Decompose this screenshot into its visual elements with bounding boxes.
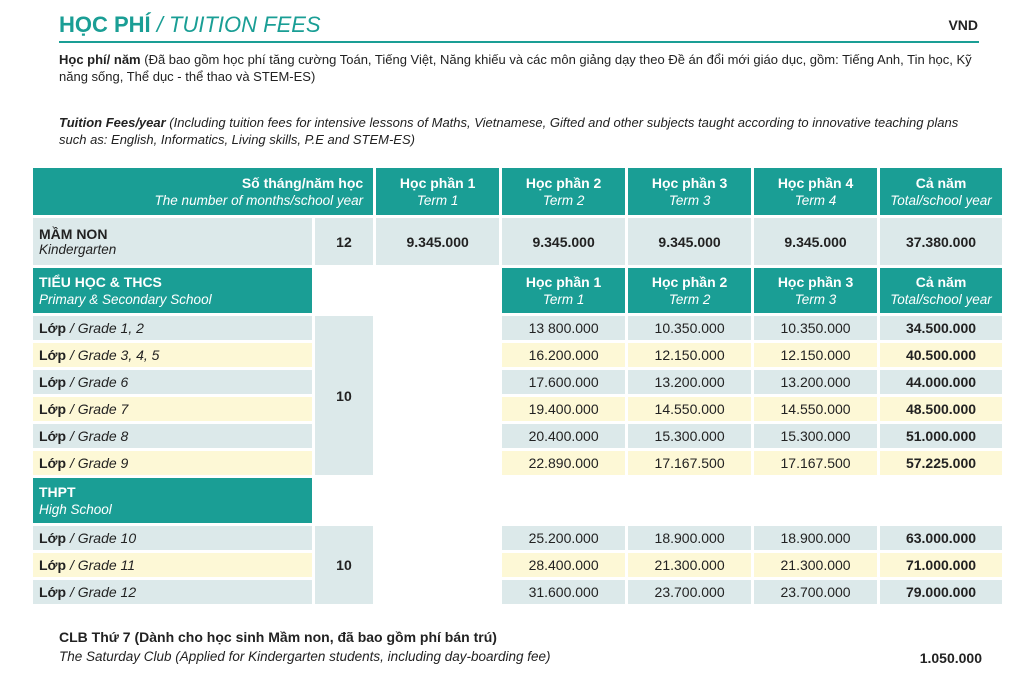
primary-header-row: [33, 268, 1002, 313]
term-value: 28.400.000: [502, 553, 625, 577]
high-school-header-row: [33, 478, 1002, 523]
kindergarten-term-2: 9.345.000: [502, 218, 625, 265]
term-value: 13 800.000: [502, 316, 625, 340]
term-value: 21.300.000: [628, 553, 751, 577]
term-value: 22.890.000: [502, 451, 625, 475]
term-value: 21.300.000: [754, 553, 877, 577]
table-row: [33, 343, 1002, 367]
total-value: 57.225.000: [880, 451, 1002, 475]
term-value: 15.300.000: [628, 424, 751, 448]
total-value: 40.500.000: [880, 343, 1002, 367]
total-value: 71.000.000: [880, 553, 1002, 577]
term-value: 13.200.000: [754, 370, 877, 394]
term-value: 17.167.500: [754, 451, 877, 475]
term-value: 14.550.000: [628, 397, 751, 421]
kindergarten-term-4: 9.345.000: [754, 218, 877, 265]
grade-label: Lớp / Grade 6: [33, 370, 312, 394]
grade-label: Lớp / Grade 10: [33, 526, 312, 550]
term-2-header: Học phần 2 Term 2: [502, 168, 625, 215]
term-value: 18.900.000: [628, 526, 751, 550]
header-row: [33, 168, 1002, 215]
total-value: 48.500.000: [880, 397, 1002, 421]
total-value: 79.000.000: [880, 580, 1002, 604]
term-value: 23.700.000: [754, 580, 877, 604]
months-header: Số tháng/năm học The number of months/school year: [33, 168, 373, 215]
term-value: 23.700.000: [628, 580, 751, 604]
kindergarten-term-3: 9.345.000: [628, 218, 751, 265]
grade-label: Lớp / Grade 8: [33, 424, 312, 448]
tuition-table-body: [33, 168, 1002, 604]
term-value: 20.400.000: [502, 424, 625, 448]
term-value: 10.350.000: [754, 316, 877, 340]
total-value: 51.000.000: [880, 424, 1002, 448]
term-4-header: Học phần 4 Term 4: [754, 168, 877, 215]
grade-label: Lớp / Grade 3, 4, 5: [33, 343, 312, 367]
primary-total-header: Cả năm Total/school year: [880, 268, 1002, 313]
primary-section-label: TIỂU HỌC & THCS Primary & Secondary School: [33, 268, 312, 313]
term-value: 18.900.000: [754, 526, 877, 550]
table-row: [33, 424, 1002, 448]
table-row: [33, 526, 1002, 550]
table-row: [33, 553, 1002, 577]
term-value: 15.300.000: [754, 424, 877, 448]
kindergarten-term-1: 9.345.000: [376, 218, 499, 265]
primary-months: 10: [315, 316, 373, 475]
grade-label: Lớp / Grade 1, 2: [33, 316, 312, 340]
table-row: [33, 370, 1002, 394]
term-value: 14.550.000: [754, 397, 877, 421]
table-row: [33, 580, 1002, 604]
kindergarten-months: 12: [315, 218, 373, 265]
total-value: 44.000.000: [880, 370, 1002, 394]
term-value: 19.400.000: [502, 397, 625, 421]
primary-term-3-header: Học phần 3 Term 3: [754, 268, 877, 313]
total-value: 63.000.000: [880, 526, 1002, 550]
total-header: Cả năm Total/school year: [880, 168, 1002, 215]
grade-label: Lớp / Grade 12: [33, 580, 312, 604]
high-months: 10: [315, 526, 373, 604]
term-value: 25.200.000: [502, 526, 625, 550]
kindergarten-row: [33, 218, 1002, 265]
term-3-header: Học phần 3 Term 3: [628, 168, 751, 215]
term-value: 17.600.000: [502, 370, 625, 394]
grade-label: Lớp / Grade 11: [33, 553, 312, 577]
grade-label: Lớp / Grade 9: [33, 451, 312, 475]
saturday-club-description: The Saturday Club (Applied for Kindergarten students, including day-boarding fee): [59, 649, 551, 664]
primary-term-2-header: Học phần 2 Term 2: [628, 268, 751, 313]
tuition-table: [30, 165, 1005, 607]
grade-label: Lớp / Grade 7: [33, 397, 312, 421]
table-row: [33, 451, 1002, 475]
term-value: 13.200.000: [628, 370, 751, 394]
page-title: HỌC PHÍ / TUITION FEES: [59, 12, 321, 37]
term-value: 12.150.000: [628, 343, 751, 367]
intro-vietnamese: Học phí/ năm (Đã bao gồm học phí tăng cường Toán, Tiếng Việt, Năng khiếu và các môn giảng dạy theo Đề án đổi mới giáo dục, gồm: Tiếng Anh, Tin học, Kỹ năng sống, Thể dục - thể thao và STEM-ES): [59, 52, 972, 84]
term-value: 12.150.000: [754, 343, 877, 367]
total-value: 34.500.000: [880, 316, 1002, 340]
term-1-header: Học phần 1 Term 1: [376, 168, 499, 215]
saturday-club-fee: 1.050.000: [919, 650, 982, 666]
saturday-club: [59, 628, 551, 666]
term-value: 17.167.500: [628, 451, 751, 475]
primary-term-1-header: Học phần 1 Term 1: [502, 268, 625, 313]
table-row: [33, 316, 1002, 340]
term-value: 16.200.000: [502, 343, 625, 367]
term-value: 10.350.000: [628, 316, 751, 340]
saturday-club-title: CLB Thứ 7 (Dành cho học sinh Mầm non, đã bao gồm phí bán trú): [59, 629, 497, 645]
kindergarten-total: 37.380.000: [880, 218, 1002, 265]
title-divider: [59, 41, 979, 43]
kindergarten-label: MẦM NON Kindergarten: [33, 218, 312, 265]
currency-label: VND: [948, 17, 978, 33]
intro-english: Tuition Fees/year (Including tuition fees for intensive lessons of Maths, Vietnamese, Gifted and other subjects taught according to innovative teaching plans such as: English, Informatics, Living skills, P.E and STEM-ES): [59, 115, 959, 147]
high-school-section-label: THPT High School: [33, 478, 312, 523]
table-row: [33, 397, 1002, 421]
term-value: 31.600.000: [502, 580, 625, 604]
